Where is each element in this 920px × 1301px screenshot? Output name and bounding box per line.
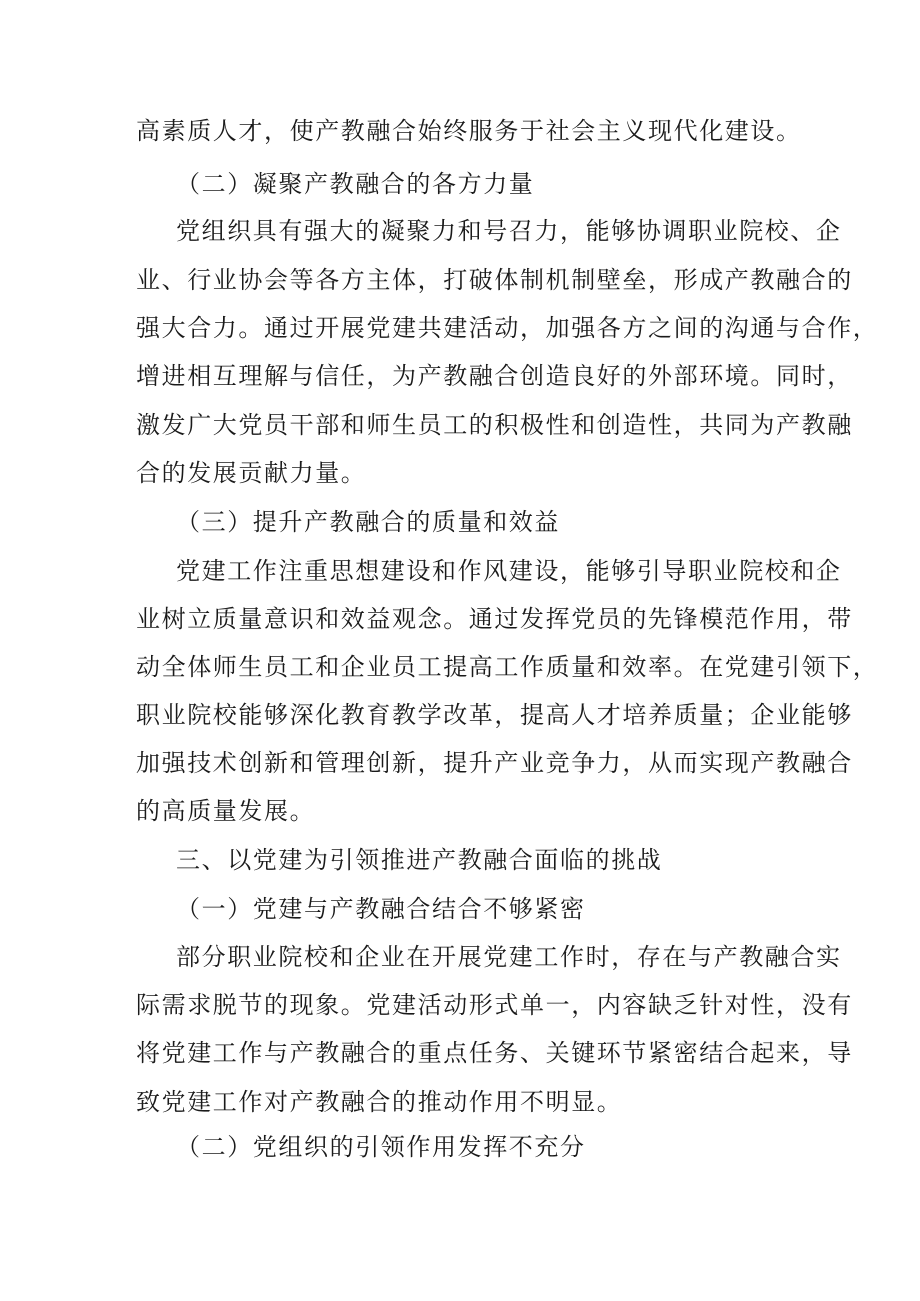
subheading-3-1: （一）党建与产教融合结合不够紧密	[176, 895, 586, 923]
section-heading-3: 三、以党建为引领推进产教融合面临的挑战	[176, 846, 663, 874]
body-text-line: 职业院校能够深化教育教学改革，提高人才培养质量；企业能够	[136, 701, 853, 729]
body-text-line: 部分职业院校和企业在开展党建工作时，存在与产教融合实	[176, 943, 842, 971]
body-text-line: 高素质人才，使产教融合始终服务于社会主义现代化建设。	[136, 117, 802, 145]
body-text-line: 业、行业协会等各方主体，打破体制机制壁垒，形成产教融合的	[136, 266, 853, 294]
body-text-line: 际需求脱节的现象。党建活动形式单一，内容缺乏针对性，没有	[136, 991, 853, 1019]
body-text-line: 党建工作注重思想建设和作风建设，能够引导职业院校和企	[176, 557, 842, 585]
body-text-line: 党组织具有强大的凝聚力和号召力，能够协调职业院校、企	[176, 217, 842, 245]
body-text-line: 的高质量发展。	[136, 797, 316, 825]
body-text-line: 业树立质量意识和效益观念。通过发挥党员的先锋模范作用，带	[136, 605, 853, 633]
body-text-line: 激发广大党员干部和师生员工的积极性和创造性，共同为产教融	[136, 411, 853, 439]
body-text-line: 致党建工作对产教融合的推动作用不明显。	[136, 1088, 623, 1116]
body-text-line: 增进相互理解与信任，为产教融合创造良好的外部环境。同时，	[136, 362, 853, 390]
subheading-2-3: （三）提升产教融合的质量和效益	[176, 508, 560, 536]
body-text-line: 强大合力。通过开展党建共建活动，加强各方之间的沟通与合作，	[136, 314, 879, 342]
body-text-line: 将党建工作与产教融合的重点任务、关键环节紧密结合起来，导	[136, 1039, 853, 1067]
body-text-line: 加强技术创新和管理创新，提升产业竞争力，从而实现产教融合	[136, 749, 853, 777]
body-text-line: 合的发展贡献力量。	[136, 459, 367, 487]
subheading-2-2: （二）凝聚产教融合的各方力量	[176, 170, 535, 198]
body-text-line: 动全体师生员工和企业员工提高工作质量和效率。在党建引领下，	[136, 653, 879, 681]
subheading-3-2: （二）党组织的引领作用发挥不充分	[176, 1133, 586, 1161]
